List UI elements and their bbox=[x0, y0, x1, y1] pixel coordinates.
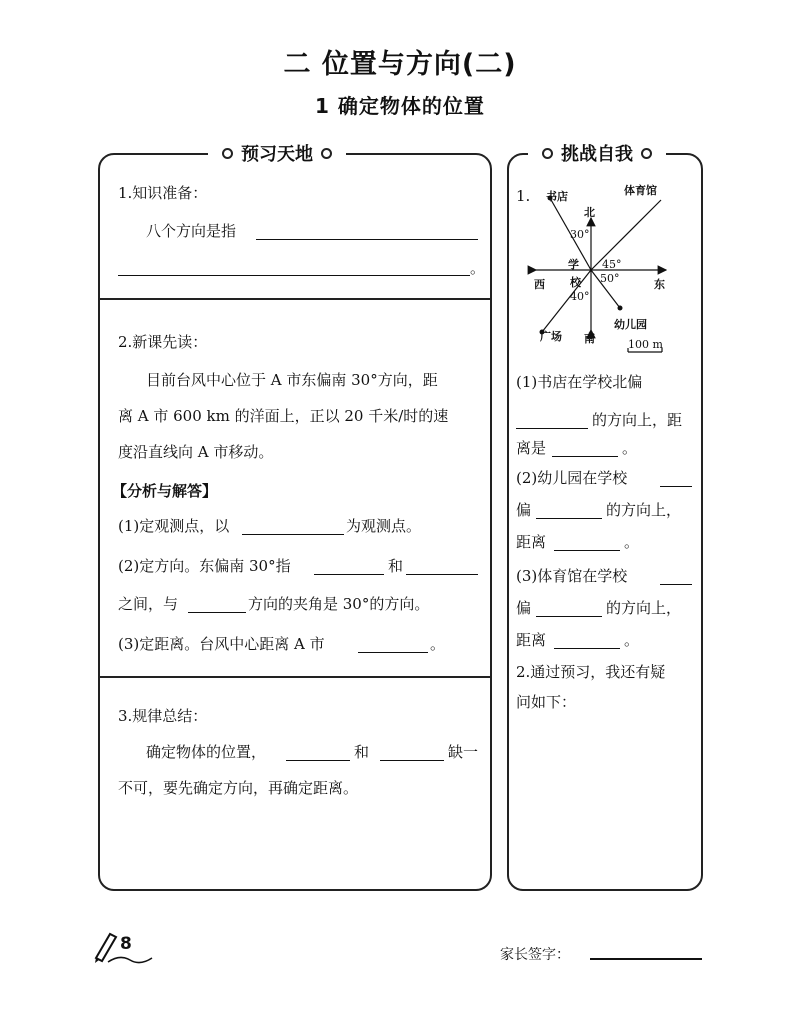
s3-heading: 3.规律总结： bbox=[118, 707, 208, 725]
s3-blank-1[interactable] bbox=[286, 745, 350, 761]
q2-text-a: (2)定方向。东偏南 30°指 bbox=[118, 557, 291, 575]
r-q3-blank-2[interactable] bbox=[536, 601, 602, 617]
s3-l2: 不可，要先确定方向，再确定距离。 bbox=[118, 779, 359, 797]
s1-line1: 八个方向是指 bbox=[146, 222, 237, 240]
r-q2-l3b: 。 bbox=[624, 533, 640, 551]
s3-l1c: 缺一 bbox=[448, 743, 479, 761]
label-angle-40: 40° bbox=[570, 290, 590, 303]
right-tab-label: 挑战自我 bbox=[561, 144, 633, 165]
s1-end: 。 bbox=[470, 259, 486, 277]
s2-p2: 离 A 市 600 km 的洋面上，正以 20 千米/时的速 bbox=[118, 407, 449, 425]
r-q3-l3b: 。 bbox=[624, 631, 640, 649]
r-q3-l2a: 偏 bbox=[516, 599, 532, 617]
ring-icon bbox=[321, 148, 332, 159]
label-angle-50: 50° bbox=[600, 272, 620, 285]
ring-icon bbox=[222, 148, 233, 159]
q2-blank-3[interactable] bbox=[188, 597, 246, 613]
label-west: 西 bbox=[534, 278, 545, 291]
r-q1-blank-2[interactable] bbox=[552, 441, 618, 457]
page-title: 二 位置与方向(二) bbox=[283, 49, 517, 80]
divider bbox=[98, 298, 492, 300]
r-q2-l1: (2)幼儿园在学校 bbox=[516, 469, 628, 487]
s2-p1: 目前台风中心位于 A 市东偏南 30°方向，距 bbox=[146, 371, 438, 389]
r-q3-blank-3[interactable] bbox=[554, 633, 620, 649]
r-q1-l3b: 。 bbox=[622, 439, 638, 457]
label-angle-30: 30° bbox=[570, 228, 590, 241]
signature-label: 家长签字： bbox=[500, 947, 570, 963]
r-num-1: 1. bbox=[516, 187, 531, 205]
r-q1-l2: 的方向上，距 bbox=[592, 411, 683, 429]
signature-field[interactable] bbox=[590, 958, 702, 960]
analysis-heading: 【分析与解答】 bbox=[112, 482, 218, 500]
q3-text-a: (3)定距离。台风中心距离 A 市 bbox=[118, 635, 325, 653]
q2-text-d: 方向的夹角是 30°的方向。 bbox=[248, 595, 430, 613]
q1-text-a: (1)定观测点，以 bbox=[118, 517, 230, 535]
r-q3-l3a: 距离 bbox=[516, 631, 547, 649]
ring-icon bbox=[542, 148, 553, 159]
divider bbox=[98, 676, 492, 678]
r-q3-l1: (3)体育馆在学校 bbox=[516, 567, 628, 585]
label-east: 东 bbox=[654, 278, 665, 291]
label-school-2: 校 bbox=[570, 276, 581, 289]
s2-heading: 2.新课先读： bbox=[118, 333, 208, 351]
label-scale: 100 m bbox=[628, 338, 663, 351]
label-bookstore: 书店 bbox=[546, 190, 568, 203]
r-q1-l1: (1)书店在学校北偏 bbox=[516, 373, 643, 391]
r-q2-blank-2[interactable] bbox=[536, 503, 602, 519]
q2-blank-2[interactable] bbox=[406, 559, 478, 575]
label-kindergarten: 幼儿园 bbox=[614, 318, 647, 331]
r-q1-blank-1[interactable] bbox=[516, 413, 588, 429]
r-q1-l3a: 离是 bbox=[516, 439, 547, 457]
r-q2-l3a: 距离 bbox=[516, 533, 547, 551]
s1-heading: 1.知识准备： bbox=[118, 184, 208, 202]
s1-blank-2[interactable] bbox=[118, 260, 470, 276]
right-panel-tab bbox=[528, 140, 666, 166]
map-labels bbox=[516, 180, 696, 360]
label-school-1: 学 bbox=[568, 258, 579, 271]
left-panel-tab bbox=[208, 140, 346, 166]
label-north: 北 bbox=[584, 206, 595, 219]
r-q2-blank-3[interactable] bbox=[554, 535, 620, 551]
s3-l1b: 和 bbox=[354, 743, 370, 761]
left-tab-label: 预习天地 bbox=[241, 144, 313, 165]
q3-text-b: 。 bbox=[430, 635, 446, 653]
label-south: 南 bbox=[584, 332, 595, 345]
q1-blank[interactable] bbox=[242, 519, 344, 535]
q1-text-b: 为观测点。 bbox=[346, 517, 422, 535]
r-q2-blank-1[interactable] bbox=[660, 471, 692, 487]
q2-text-c: 之间，与 bbox=[118, 595, 179, 613]
label-square: 广场 bbox=[540, 330, 562, 343]
q2-blank-1[interactable] bbox=[314, 559, 384, 575]
r-s2-l2: 问如下： bbox=[516, 693, 577, 711]
s1-blank-1[interactable] bbox=[256, 224, 478, 240]
r-q3-blank-1[interactable] bbox=[660, 569, 692, 585]
ring-icon bbox=[641, 148, 652, 159]
s3-l1a: 确定物体的位置， bbox=[146, 743, 267, 761]
s2-p3: 度沿直线向 A 市移动。 bbox=[118, 443, 274, 461]
label-angle-45: 45° bbox=[602, 258, 622, 271]
page-subtitle: 1 确定物体的位置 bbox=[315, 94, 485, 118]
q3-blank[interactable] bbox=[358, 637, 428, 653]
page-number: 8 bbox=[120, 934, 132, 954]
r-q2-l2b: 的方向上， bbox=[606, 501, 682, 519]
r-q3-l2b: 的方向上， bbox=[606, 599, 682, 617]
label-gym: 体育馆 bbox=[624, 184, 657, 197]
s3-blank-2[interactable] bbox=[380, 745, 444, 761]
q2-text-b: 和 bbox=[388, 557, 404, 575]
r-q2-l2a: 偏 bbox=[516, 501, 532, 519]
r-s2-l1: 2.通过预习，我还有疑 bbox=[516, 663, 666, 681]
